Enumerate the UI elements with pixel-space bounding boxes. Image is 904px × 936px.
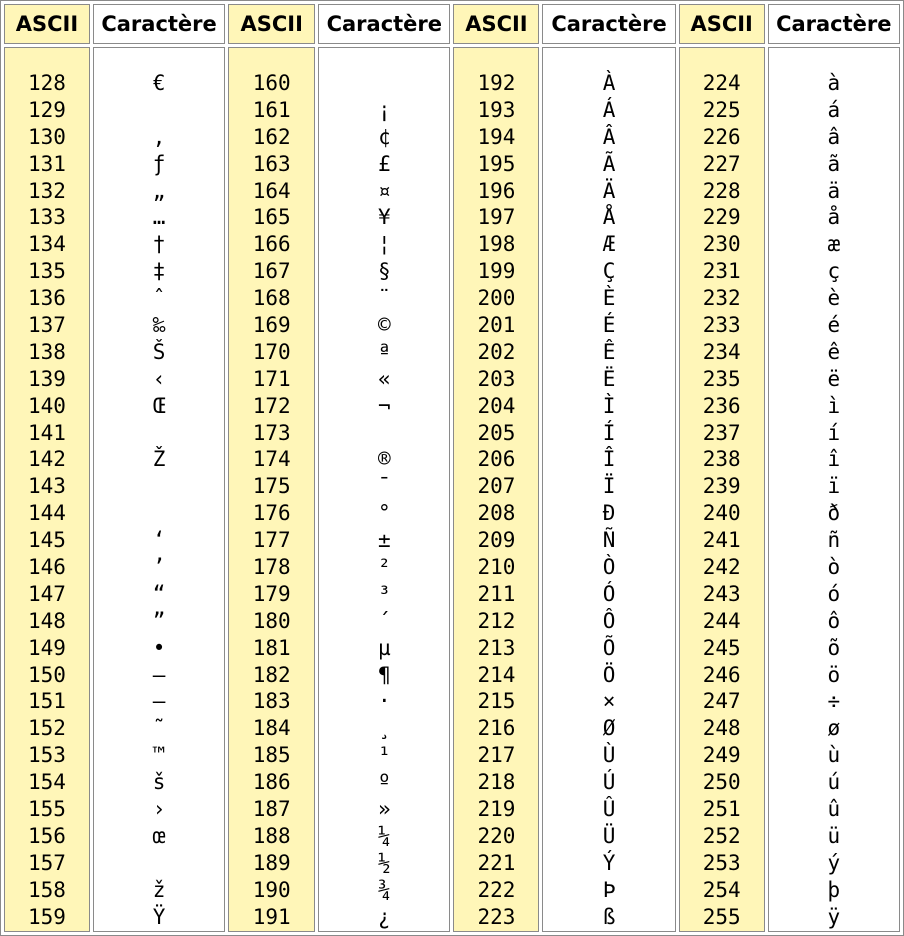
code-cell: 195	[477, 151, 516, 176]
char-cell: ×	[602, 689, 616, 714]
char-cell: œ	[152, 823, 166, 848]
char-cell: é	[827, 313, 841, 338]
char-cell: ú	[827, 770, 841, 795]
char-cell: ¥	[377, 205, 391, 230]
code-cell: 202	[477, 339, 516, 364]
code-cell: 244	[702, 608, 741, 633]
code-cell: 168	[252, 286, 291, 311]
char-cell: Õ	[602, 635, 616, 660]
code-cell: 214	[477, 662, 516, 687]
code-cell: 169	[252, 313, 291, 338]
code-cell: 154	[27, 770, 66, 795]
code-cell: 245	[702, 635, 741, 660]
code-cell: 167	[252, 259, 291, 284]
char-cell: ‘	[152, 528, 166, 553]
header-char-3: Caractère	[542, 4, 675, 44]
code-cell: 149	[27, 635, 66, 660]
char-cell: Ë	[602, 366, 616, 391]
code-cell: 234	[702, 339, 741, 364]
char-cell: ¸	[377, 716, 391, 741]
code-cell: 148	[27, 608, 66, 633]
char-cell: Œ	[152, 393, 166, 418]
code-cell: 239	[702, 474, 741, 499]
header-ascii-4: ASCII	[679, 4, 765, 44]
char-cell: €	[152, 71, 166, 95]
char-cell: ¨	[377, 286, 391, 311]
char-cell: â	[827, 124, 841, 149]
header-ascii-2: ASCII	[228, 4, 315, 44]
code-cell: 208	[477, 501, 516, 526]
char-cell: Ù	[602, 743, 616, 768]
code-cell: 192	[477, 71, 516, 95]
code-cell: 209	[477, 528, 516, 553]
char-cell: í	[827, 420, 841, 445]
code-cell: 187	[252, 797, 291, 822]
code-cell: 175	[252, 474, 291, 499]
code-cell: 215	[477, 689, 516, 714]
header-row	[4, 4, 900, 44]
code-cell: 203	[477, 366, 516, 391]
code-cell: 141	[27, 420, 66, 445]
code-cell: 146	[27, 555, 66, 580]
code-cell: 140	[27, 393, 66, 418]
char-cell: Ê	[602, 339, 616, 364]
char-cell: ·	[377, 689, 391, 714]
code-cell: 227	[702, 151, 741, 176]
code-cell: 162	[252, 124, 291, 149]
char-cell: —	[152, 689, 166, 714]
code-cell: 129	[27, 97, 66, 122]
char-cell: ˜	[152, 716, 166, 741]
code-cell: 243	[702, 581, 741, 606]
char-cell: ’	[152, 555, 166, 580]
char-cell: º	[377, 770, 391, 795]
char-cell: •	[152, 635, 166, 660]
char-cell: ã	[827, 151, 841, 176]
code-cell: 183	[252, 689, 291, 714]
code-cell: 153	[27, 743, 66, 768]
char-cell: ä	[827, 178, 841, 203]
char-cell: ü	[827, 823, 841, 848]
char-cell: Ö	[602, 662, 616, 687]
code-cell: 143	[27, 474, 66, 499]
char-cell	[94, 473, 224, 500]
char-cell: ½	[377, 850, 391, 875]
char-cell: ‹	[152, 366, 166, 391]
char-cell: ò	[827, 555, 841, 580]
char-cell: Ã	[602, 151, 616, 176]
code-cell: 229	[702, 205, 741, 230]
char-cell: õ	[827, 635, 841, 660]
code-cell: 144	[27, 501, 66, 526]
code-cell: 228	[702, 178, 741, 203]
code-cell: 136	[27, 286, 66, 311]
char-cell: –	[152, 662, 166, 687]
code-cell: 185	[252, 743, 291, 768]
char-cell: „	[152, 178, 166, 203]
char-cell: Ô	[602, 608, 616, 633]
char-cell: ð	[827, 501, 841, 526]
char-cell: Š	[152, 339, 166, 364]
code-cell: 193	[477, 97, 516, 122]
char-cell: ¤	[377, 178, 391, 203]
char-cell: ‚	[152, 124, 166, 149]
char-cell: ø	[827, 716, 841, 741]
char-cell: ²	[377, 555, 391, 580]
code-cell: 212	[477, 608, 516, 633]
char-cell: ¿	[377, 904, 391, 929]
header-char-1: Caractère	[93, 4, 225, 44]
code-cell: 161	[252, 97, 291, 122]
code-cell: 205	[477, 420, 516, 445]
char-column	[542, 47, 675, 932]
char-cell: ë	[827, 366, 841, 391]
code-cell: 177	[252, 528, 291, 553]
char-cell: Û	[602, 797, 616, 822]
code-cell: 157	[27, 850, 66, 875]
char-column	[768, 47, 900, 932]
code-cell: 240	[702, 501, 741, 526]
char-cell: …	[152, 205, 166, 230]
code-cell: 230	[702, 232, 741, 257]
code-cell: 186	[252, 770, 291, 795]
char-cell: ¬	[377, 393, 391, 418]
code-cell: 206	[477, 447, 516, 472]
code-cell: 235	[702, 366, 741, 391]
char-cell: ™	[152, 743, 166, 768]
code-cell: 178	[252, 555, 291, 580]
char-cell: ®	[377, 447, 391, 472]
code-column	[679, 47, 765, 932]
code-cell: 223	[477, 904, 516, 929]
code-cell: 233	[702, 313, 741, 338]
char-cell: ß	[602, 904, 616, 929]
code-cell: 182	[252, 662, 291, 687]
char-cell: ô	[827, 608, 841, 633]
char-cell: î	[827, 447, 841, 472]
char-cell: Ä	[602, 178, 616, 203]
code-cell: 130	[27, 124, 66, 149]
char-cell: æ	[827, 232, 841, 257]
char-cell: Ì	[602, 393, 616, 418]
char-cell: ›	[152, 797, 166, 822]
code-cell: 184	[252, 716, 291, 741]
char-cell: Î	[602, 447, 616, 472]
char-cell: Ð	[602, 501, 616, 526]
code-cell: 252	[702, 823, 741, 848]
char-cell	[319, 70, 449, 97]
code-cell: 166	[252, 232, 291, 257]
char-cell: Ü	[602, 823, 616, 848]
char-cell: ÷	[827, 689, 841, 714]
char-cell: ý	[827, 850, 841, 875]
code-cell: 231	[702, 259, 741, 284]
char-cell: ±	[377, 528, 391, 553]
code-column	[4, 47, 90, 932]
code-cell: 250	[702, 770, 741, 795]
char-cell: È	[602, 286, 616, 311]
char-cell: Þ	[602, 877, 616, 902]
char-cell: ƒ	[152, 151, 166, 176]
code-cell: 236	[702, 393, 741, 418]
code-cell: 152	[27, 716, 66, 741]
code-cell: 171	[252, 366, 291, 391]
char-cell: ¦	[377, 232, 391, 257]
char-cell	[94, 420, 224, 447]
char-cell: ê	[827, 339, 841, 364]
code-cell: 159	[27, 904, 66, 929]
char-cell: Â	[602, 124, 616, 149]
code-cell: 133	[27, 205, 66, 230]
char-cell: ù	[827, 743, 841, 768]
body-row	[4, 47, 900, 932]
char-cell: Ÿ	[152, 904, 166, 929]
code-cell: 247	[702, 689, 741, 714]
header-ascii-1: ASCII	[4, 4, 90, 44]
char-cell: ¢	[377, 124, 391, 149]
char-cell: ª	[377, 339, 391, 364]
char-cell: ¡	[377, 97, 391, 122]
char-cell: ÿ	[827, 904, 841, 929]
char-cell: Ó	[602, 581, 616, 606]
code-cell: 226	[702, 124, 741, 149]
code-cell: 142	[27, 447, 66, 472]
char-cell: Á	[602, 97, 616, 122]
header-char-4: Caractère	[768, 4, 900, 44]
code-cell: 172	[252, 393, 291, 418]
code-cell: 249	[702, 743, 741, 768]
code-cell: 145	[27, 528, 66, 553]
code-column	[228, 47, 315, 932]
char-cell: µ	[377, 635, 391, 660]
code-cell: 220	[477, 823, 516, 848]
char-cell	[94, 850, 224, 877]
char-cell: †	[152, 232, 166, 257]
char-cell: ó	[827, 581, 841, 606]
char-cell: Ú	[602, 770, 616, 795]
code-cell: 204	[477, 393, 516, 418]
code-cell: 135	[27, 259, 66, 284]
header-char-2: Caractère	[318, 4, 450, 44]
code-cell: 173	[252, 420, 291, 445]
char-cell: »	[377, 797, 391, 822]
char-cell	[94, 97, 224, 124]
code-cell: 196	[477, 178, 516, 203]
code-cell: 197	[477, 205, 516, 230]
code-cell: 222	[477, 877, 516, 902]
code-cell: 251	[702, 797, 741, 822]
code-cell: 246	[702, 662, 741, 687]
code-cell: 200	[477, 286, 516, 311]
code-cell: 163	[252, 151, 291, 176]
char-cell: ¯	[377, 474, 391, 499]
char-cell: Ý	[602, 850, 616, 875]
code-cell: 210	[477, 555, 516, 580]
code-cell: 232	[702, 286, 741, 311]
char-column	[318, 47, 450, 932]
code-cell: 181	[252, 635, 291, 660]
code-cell: 170	[252, 339, 291, 364]
code-cell: 156	[27, 823, 66, 848]
code-cell: 165	[252, 205, 291, 230]
char-cell: Ñ	[602, 528, 616, 553]
code-cell: 131	[27, 151, 66, 176]
char-cell: «	[377, 366, 391, 391]
char-cell: ç	[827, 259, 841, 284]
char-cell: à	[827, 71, 841, 95]
code-cell: 221	[477, 850, 516, 875]
char-cell: ö	[827, 662, 841, 687]
code-cell: 224	[702, 71, 741, 95]
code-column	[453, 47, 539, 932]
char-cell: ”	[152, 608, 166, 633]
char-cell	[319, 420, 449, 447]
code-cell: 213	[477, 635, 516, 660]
code-cell: 198	[477, 232, 516, 257]
code-cell: 225	[702, 97, 741, 122]
code-cell: 176	[252, 501, 291, 526]
char-cell: š	[152, 770, 166, 795]
char-cell: û	[827, 797, 841, 822]
code-cell: 158	[27, 877, 66, 902]
code-cell: 254	[702, 877, 741, 902]
code-cell: 139	[27, 366, 66, 391]
code-cell: 253	[702, 850, 741, 875]
code-cell: 155	[27, 797, 66, 822]
char-cell: É	[602, 313, 616, 338]
char-cell: °	[377, 501, 391, 526]
code-cell: 207	[477, 474, 516, 499]
char-cell: Ò	[602, 555, 616, 580]
char-cell: Í	[602, 420, 616, 445]
code-cell: 237	[702, 420, 741, 445]
char-cell: Æ	[602, 232, 616, 257]
char-cell: ì	[827, 393, 841, 418]
code-cell: 217	[477, 743, 516, 768]
char-cell: ³	[377, 581, 391, 606]
code-cell: 211	[477, 581, 516, 606]
header-ascii-3: ASCII	[453, 4, 539, 44]
char-cell: ñ	[827, 528, 841, 553]
code-cell: 137	[27, 313, 66, 338]
code-cell: 238	[702, 447, 741, 472]
code-cell: 191	[252, 904, 291, 929]
char-cell: Ç	[602, 259, 616, 284]
code-cell: 216	[477, 716, 516, 741]
char-cell: £	[377, 151, 391, 176]
char-cell: ©	[377, 313, 391, 338]
code-cell: 180	[252, 608, 291, 633]
code-cell: 255	[702, 904, 741, 929]
char-cell: ¶	[377, 662, 391, 687]
code-cell: 147	[27, 581, 66, 606]
char-cell: ‰	[152, 313, 166, 338]
char-cell: ¾	[377, 877, 391, 902]
code-cell: 189	[252, 850, 291, 875]
code-cell: 199	[477, 259, 516, 284]
char-cell: ´	[377, 608, 391, 633]
char-cell: þ	[827, 877, 841, 902]
code-cell: 194	[477, 124, 516, 149]
char-cell: ¼	[377, 823, 391, 848]
char-cell: ¹	[377, 743, 391, 768]
code-cell: 242	[702, 555, 741, 580]
code-cell: 128	[27, 71, 66, 95]
code-cell: 151	[27, 689, 66, 714]
code-cell: 150	[27, 662, 66, 687]
code-cell: 134	[27, 232, 66, 257]
char-cell: Ø	[602, 716, 616, 741]
char-cell: ˆ	[152, 286, 166, 311]
code-cell: 160	[252, 71, 291, 95]
char-cell: §	[377, 259, 391, 284]
char-cell: á	[827, 97, 841, 122]
code-cell: 188	[252, 823, 291, 848]
code-cell: 132	[27, 178, 66, 203]
code-cell: 218	[477, 770, 516, 795]
code-cell: 138	[27, 339, 66, 364]
char-cell: Ž	[152, 447, 166, 472]
code-cell: 190	[252, 877, 291, 902]
code-cell: 219	[477, 797, 516, 822]
char-cell: ï	[827, 474, 841, 499]
code-cell: 164	[252, 178, 291, 203]
code-cell: 174	[252, 447, 291, 472]
char-cell: ‡	[152, 259, 166, 284]
char-cell: Ï	[602, 474, 616, 499]
char-cell: “	[152, 581, 166, 606]
char-column	[93, 47, 225, 932]
code-cell: 248	[702, 716, 741, 741]
char-cell: è	[827, 286, 841, 311]
char-cell: ž	[152, 877, 166, 902]
code-cell: 201	[477, 313, 516, 338]
char-cell: å	[827, 205, 841, 230]
code-cell: 241	[702, 528, 741, 553]
char-cell	[94, 500, 224, 527]
char-cell: Å	[602, 205, 616, 230]
code-cell: 179	[252, 581, 291, 606]
char-cell: À	[602, 71, 616, 95]
